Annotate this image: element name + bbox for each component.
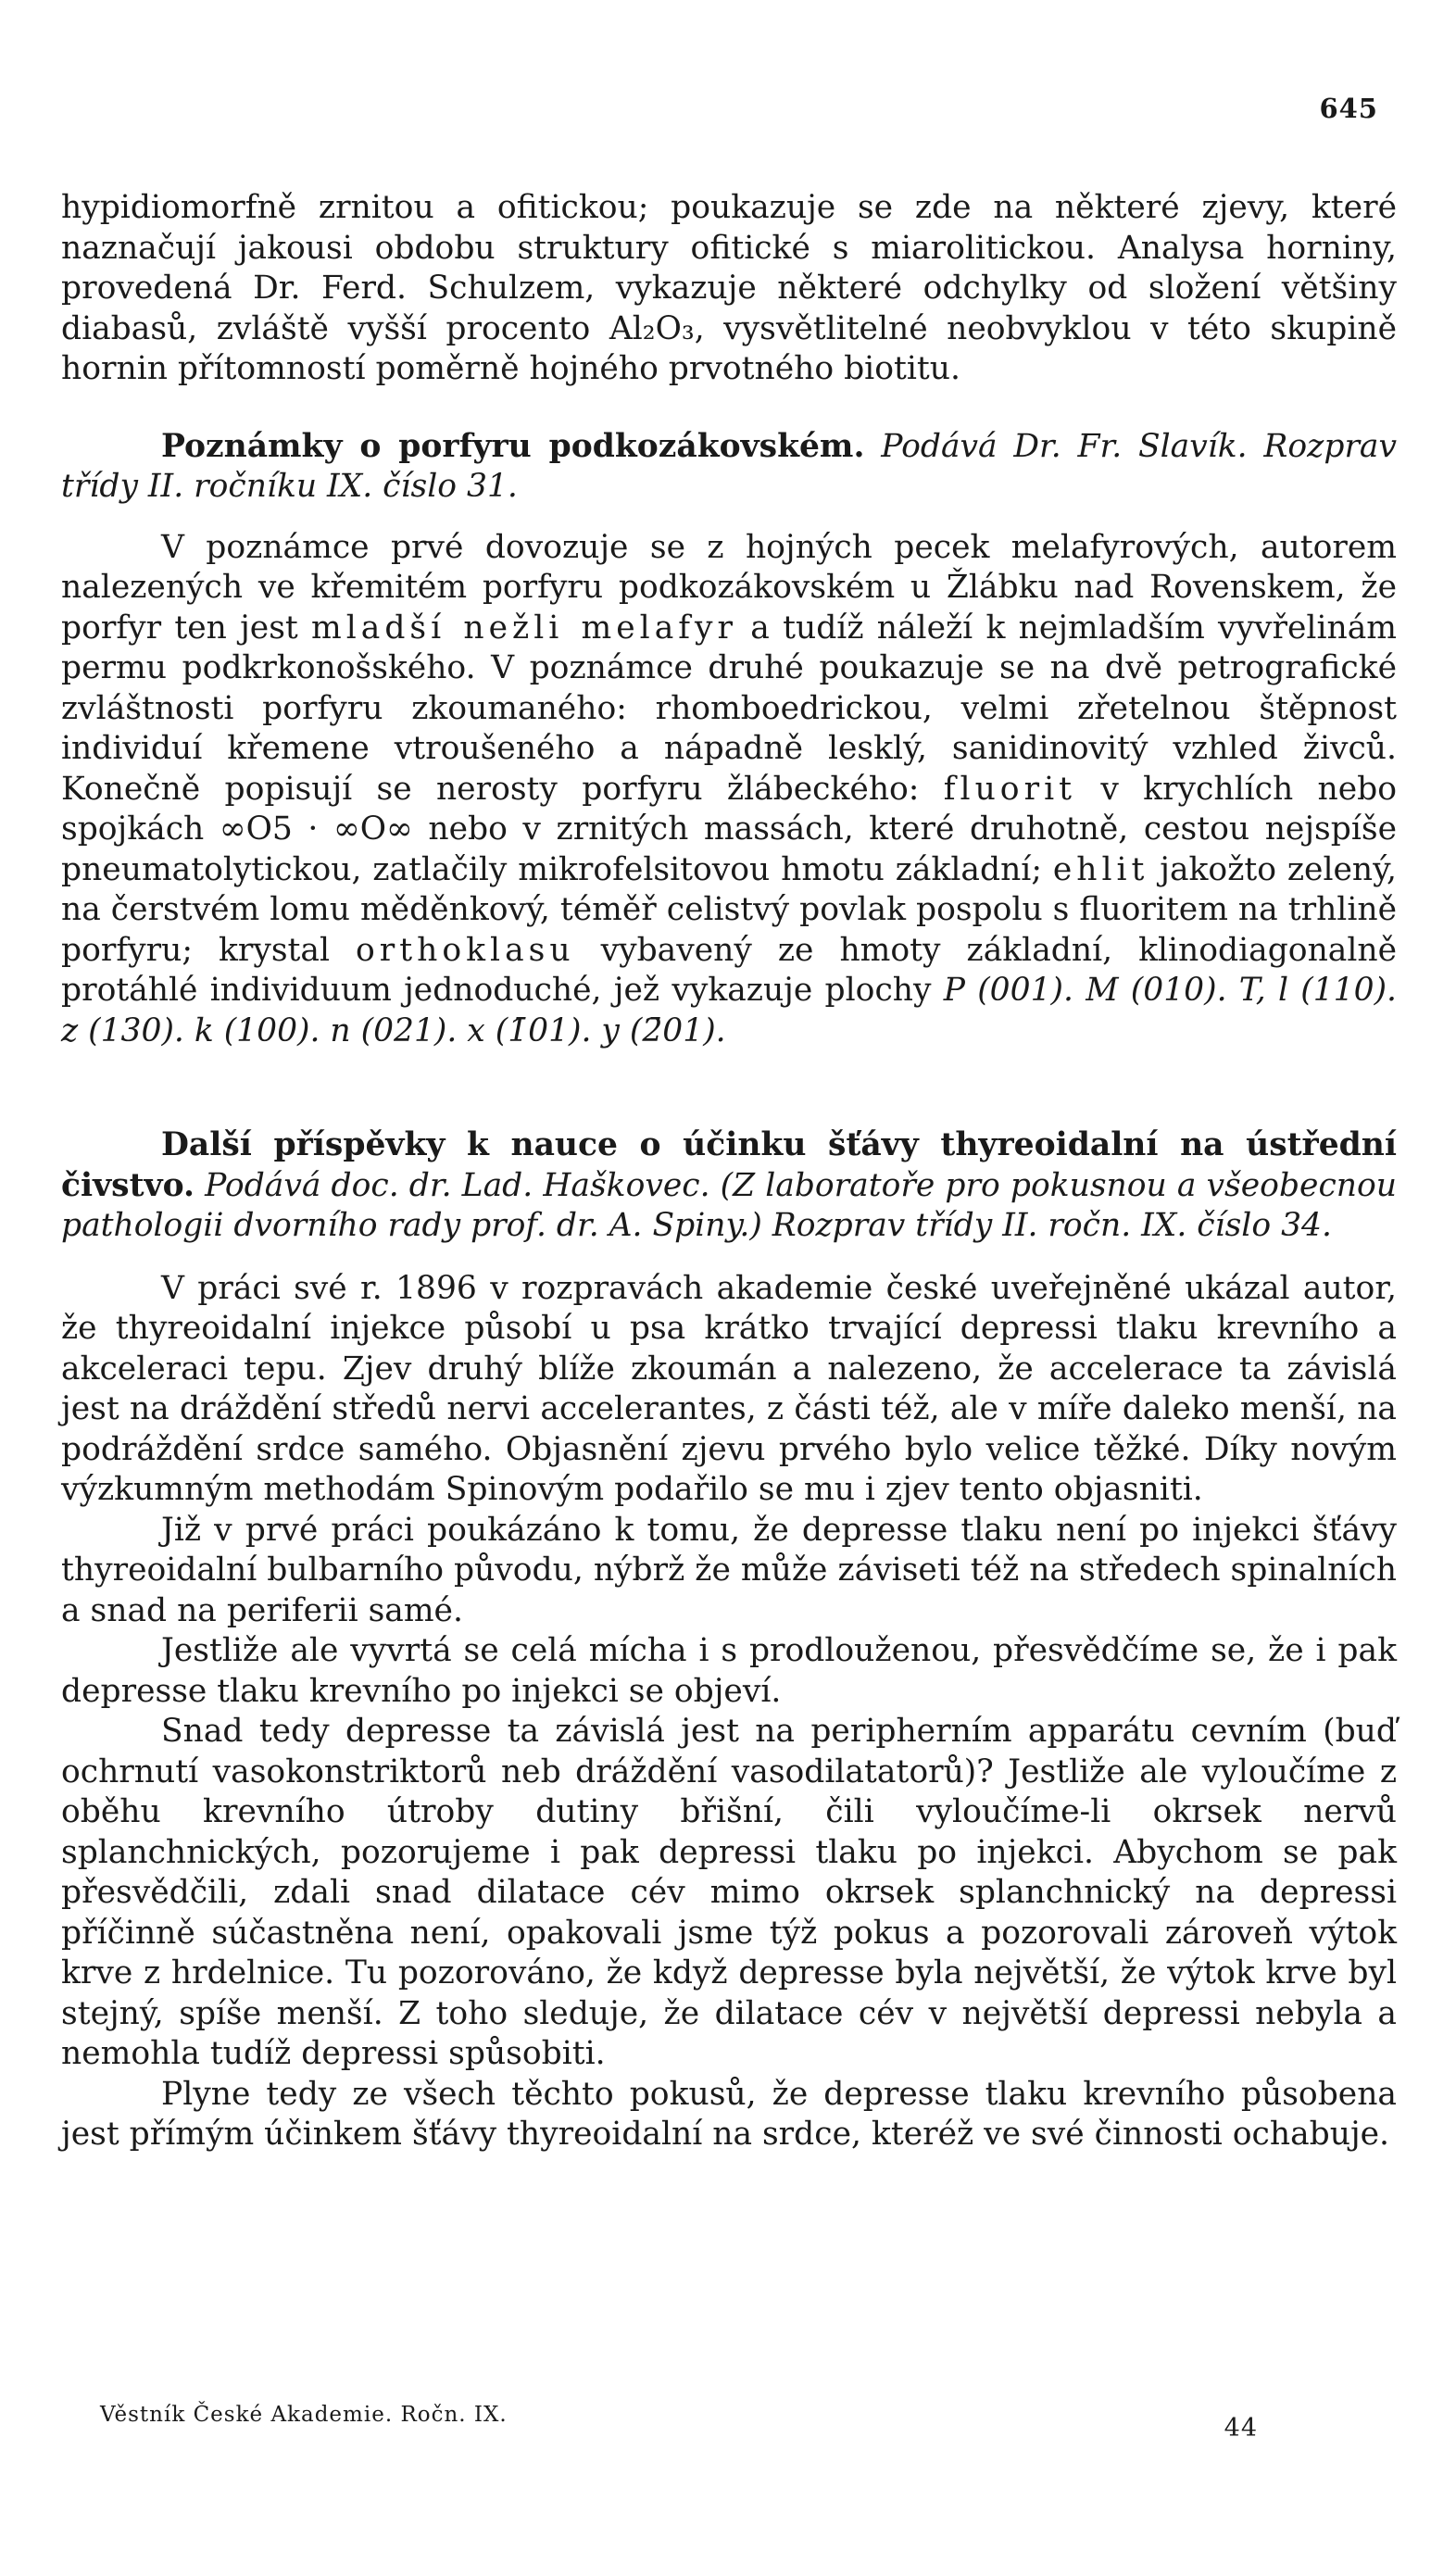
section2-title: Další příspěvky k nauce o účinku šťávy thyreoidalní na ústřední čivstvo. <box>61 1126 1397 1204</box>
text-run: a tudíž náleží k nejmladším vyvřelinám permu podkrkonošského. V poznámce druhé poukazuje se na dvě petrografické zvláštnosti porfyru zkoumaného: rhomboedrickou, velmi zřetelnou štěpnost individuí křemene vtroušeného a nápadně lesklý, sanidinovitý vzhled živců. Konečně popisují se nerosty porfyru žlábeckého: <box>61 609 1397 808</box>
section2-paragraph: Snad tedy depresse ta závislá jest na peripherním apparátu cevním (buď ochrnutí vasokonstriktorů neb dráždění vasodilatatorů)? Jestliže ale vyloučíme z oběhu krevního útroby dutiny břišní, čili vyloučíme-li okrsek nervů splanchnických, pozorujeme i pak depressi tlaku po injekci. Abychom se pak přesvědčili, zdali snad dilatace cév mimo okrsek splanchnický na depressi příčinně súčastněna není, opakovali jsme týž pokus a pozorovali zároveň výtok krve z hrdelnice. Tu pozorováno, že když depresse byla největší, že výtok krve byl stejný, spíše menší. Z toho sleduje, že dilatace cév v největší depressi nebyla a nemohla tudíž depressi spůsobiti. <box>61 1713 1397 2072</box>
text-run: vybavený ze hmoty základní, klinodiagonalně protáhlé individuum jednoduché, jež vykazuje plochy <box>61 931 1398 1009</box>
crystal-faces: P (001). M (010). T, l (110). z (130). k (100). n (021). x (1̄01). y (2̄01). <box>61 972 1397 1049</box>
mineral-orthoklas: orthoklasu <box>356 931 575 969</box>
mineral-fluorit: fluorit <box>943 770 1076 808</box>
emphasis-run: mladší nežli melafyr <box>311 609 738 647</box>
text-run: v krychlích nebo spojkách ∞O5 · ∞O∞ nebo v zrnitých massách, které druhotně, cestou nejspíše pneumatolytickou, zatlačily mikrofelsitovou hmotu základní; <box>61 770 1397 888</box>
section2-heading <box>61 1125 1397 1247</box>
section1-paragraph <box>61 528 1397 1052</box>
section2-byline: Podává doc. dr. Lad. Haškovec. (Z laboratoře pro pokusnou a všeobecnou pathologii dvorního rady prof. dr. A. Spiny.) Rozprav třídy II. ročn. IX. číslo 34. <box>61 1166 1397 1244</box>
mineral-ehlit: ehlit <box>1052 850 1149 888</box>
section1-title: Poznámky o porfyru podkozákovském. <box>161 427 865 465</box>
journal-signature: Věstník České Akademie. Ročn. IX. <box>100 2403 508 2427</box>
section2-paragraph: Jestliže ale vyvrtá se celá mícha i s prodlouženou, přesvědčíme se, že i pak depresse tlaku krevního po injekci se objeví. <box>61 1632 1397 1710</box>
page-number: 645 <box>1319 93 1378 124</box>
section1-byline: Podává Dr. Fr. Slavík. Rozprav třídy II. ročníku IX. číslo 31. <box>61 427 1397 505</box>
page-footer <box>100 2403 1397 2443</box>
intro-paragraph: hypidiomorfně zrnitou a ofitickou; poukazuje se zde na některé zjevy, které naznačují jakousi obdobu struktury ofitické s miarolitickou. Analysa horniny, provedená Dr. Ferd. Schulzem, vykazuje některé odchylky od složení většiny diabasů, zvláště vyšší procento Al₂O₃, vysvětlitelné neobvyklou v této skupině hornin přítomností poměrně hojného prvotného biotitu. <box>61 189 1397 387</box>
section2-paragraph: Již v prvé práci poukázáno k tomu, že depresse tlaku není po injekci šťávy thyreoidalní bulbarního původu, nýbrž že může záviseti též na středech spinalních a snad na periferii samé. <box>61 1511 1397 1629</box>
sheet-number: 44 <box>1224 2414 1258 2443</box>
text-run: V poznámce prvé dovozuje se z hojných pecek melafyrových, autorem nalezených ve křemitém porfyru podkozákovském u Žlábku nad Rovenskem, že porfyr ten jest <box>61 528 1397 647</box>
section2-paragraph: Plyne tedy ze všech těchto pokusů, že depresse tlaku krevního působena jest přímým účinkem šťávy thyreoidalní na srdce, kteréž ve své činnosti ochabuje. <box>61 2075 1397 2153</box>
section1-heading <box>61 427 1397 508</box>
body-text <box>61 188 1397 2155</box>
section2-paragraph: V práci své r. 1896 v rozpravách akademie české uveřejněné ukázal autor, že thyreoidalní injekce působí u psa krátko trvající depressi tlaku krevního a akceleraci tepu. Zjev druhý blíže zkoumán a nalezeno, že accelerace ta závislá jest na dráždění středů nervi accelerantes, z části též, ale v míře daleko menší, na podráždění srdce samého. Objasnění zjevu prvého bylo velice těžké. Díky novým výzkumným methodám Spinovým podařilo se mu i zjev tento objasniti. <box>61 1269 1397 1508</box>
text-run: jakožto zelený, na čerstvém lomu měděnkový, téměř celistvý povlak pospolu s fluoritem na trhlině porfyru; krystal <box>61 850 1398 969</box>
